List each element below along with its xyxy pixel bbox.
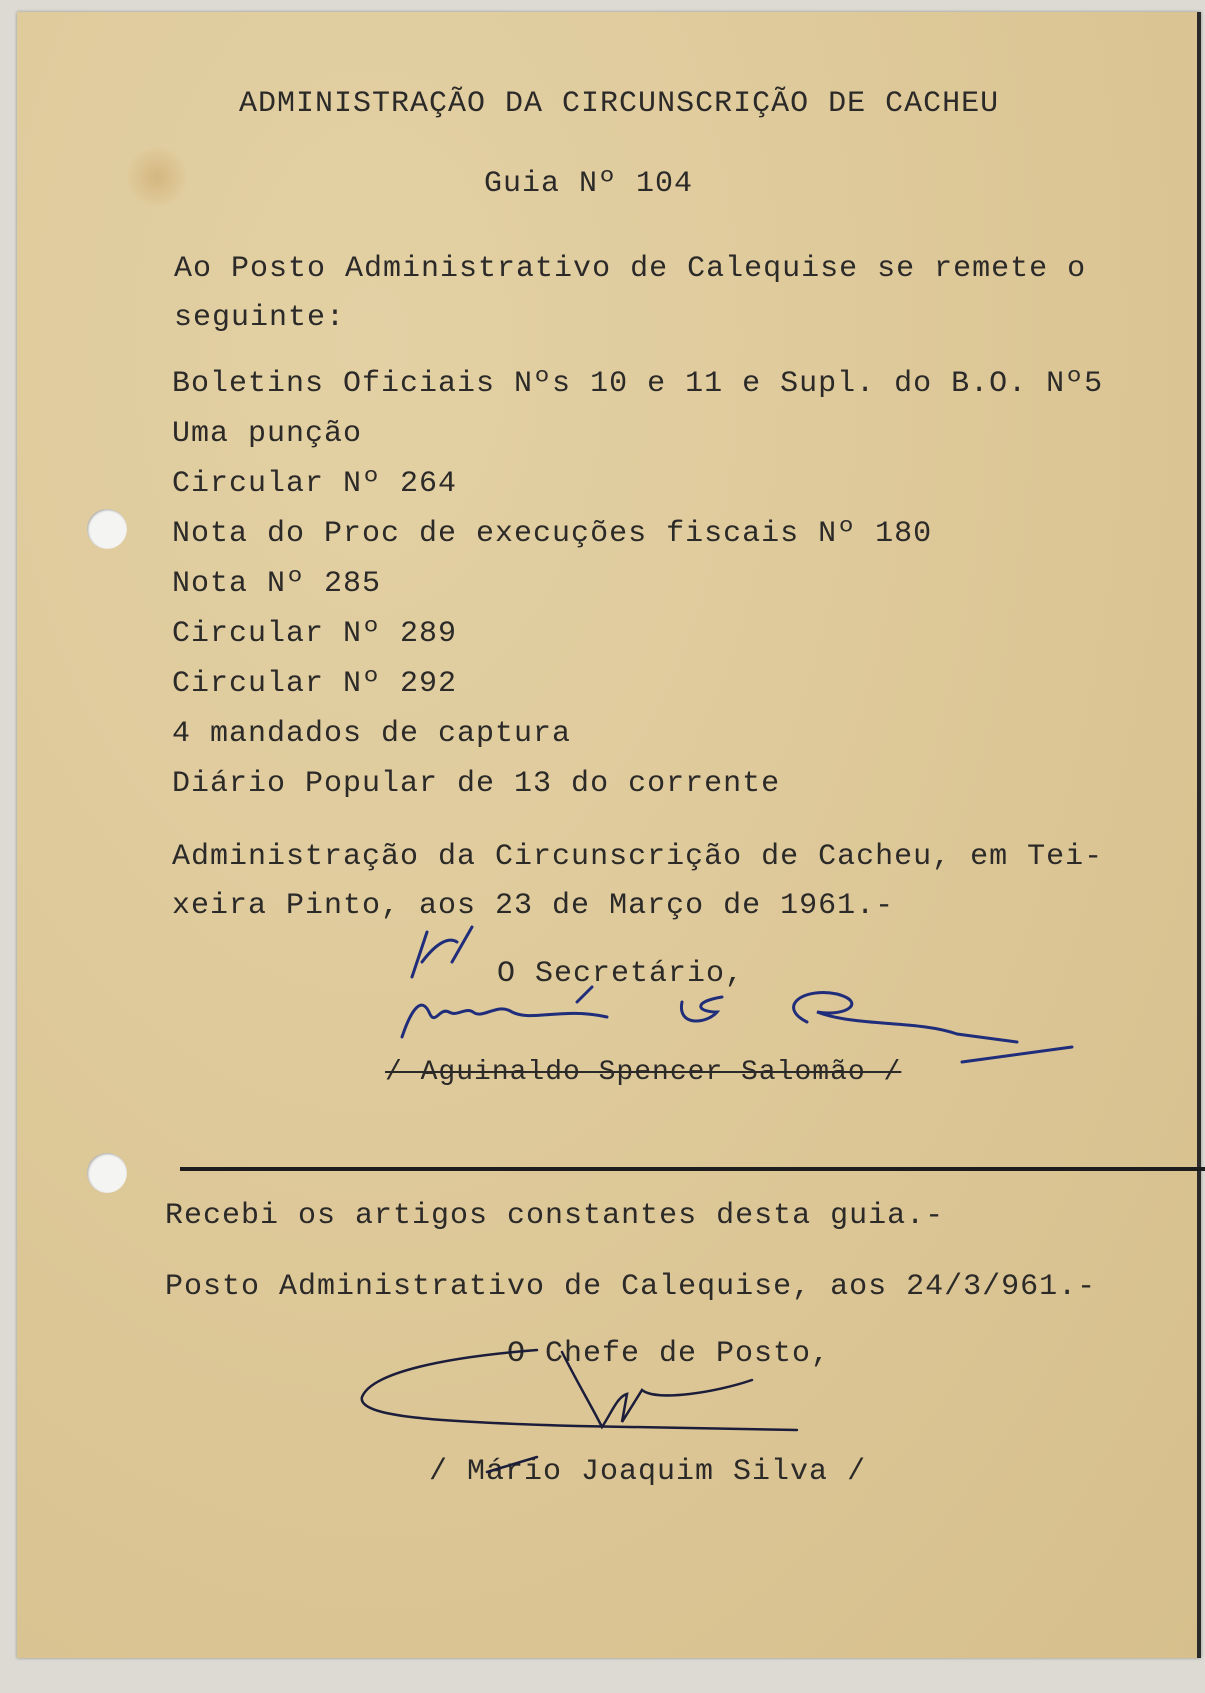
closing-line-2: xeira Pinto, aos 23 de Março de 1961.- (172, 889, 895, 923)
paper-stain (122, 147, 192, 207)
chief-role: O Chefe de Posto, (507, 1337, 831, 1371)
punch-hole-top (87, 509, 127, 549)
list-item: Circular Nº 292 (172, 667, 458, 701)
intro-line-1: Ao Posto Administrativo de Calequise se remete o (174, 252, 1087, 286)
secretary-name: / Aguinaldo Spencer Salomão / (385, 1057, 902, 1088)
list-item: Uma punção (172, 417, 363, 451)
list-item: Circular Nº 289 (172, 617, 458, 651)
list-item: Diário Popular de 13 do corrente (172, 767, 781, 801)
closing-line-1: Administração da Circunscrição de Cacheu, em Tei- (172, 840, 1104, 874)
list-item: Nota do Proc de execuções fiscais Nº 180 (172, 517, 933, 551)
intro-line-2: seguinte: (174, 301, 346, 335)
guia-number: Guia Nº 104 (484, 167, 694, 201)
receipt-line-1: Recebi os artigos constantes desta guia.- (165, 1199, 945, 1233)
receipt-line-2: Posto Administrativo de Calequise, aos 24/3/961.- (165, 1270, 1097, 1304)
list-item: Boletins Oficiais Nºs 10 e 11 e Supl. do B.O. Nº5 (172, 367, 1104, 401)
sheet-edge (1197, 12, 1201, 1658)
list-item: Circular Nº 264 (172, 467, 458, 501)
list-item: 4 mandados de captura (172, 717, 572, 751)
chief-name: / Mário Joaquim Silva / (429, 1455, 867, 1489)
document-sheet (17, 12, 1201, 1658)
section-divider (180, 1167, 1205, 1171)
list-item: Nota Nº 285 (172, 567, 382, 601)
document-title: ADMINISTRAÇÃO DA CIRCUNSCRIÇÃO DE CACHEU (239, 87, 1000, 121)
punch-hole-bottom (87, 1153, 127, 1193)
secretary-role: O Secretário, (497, 957, 745, 991)
